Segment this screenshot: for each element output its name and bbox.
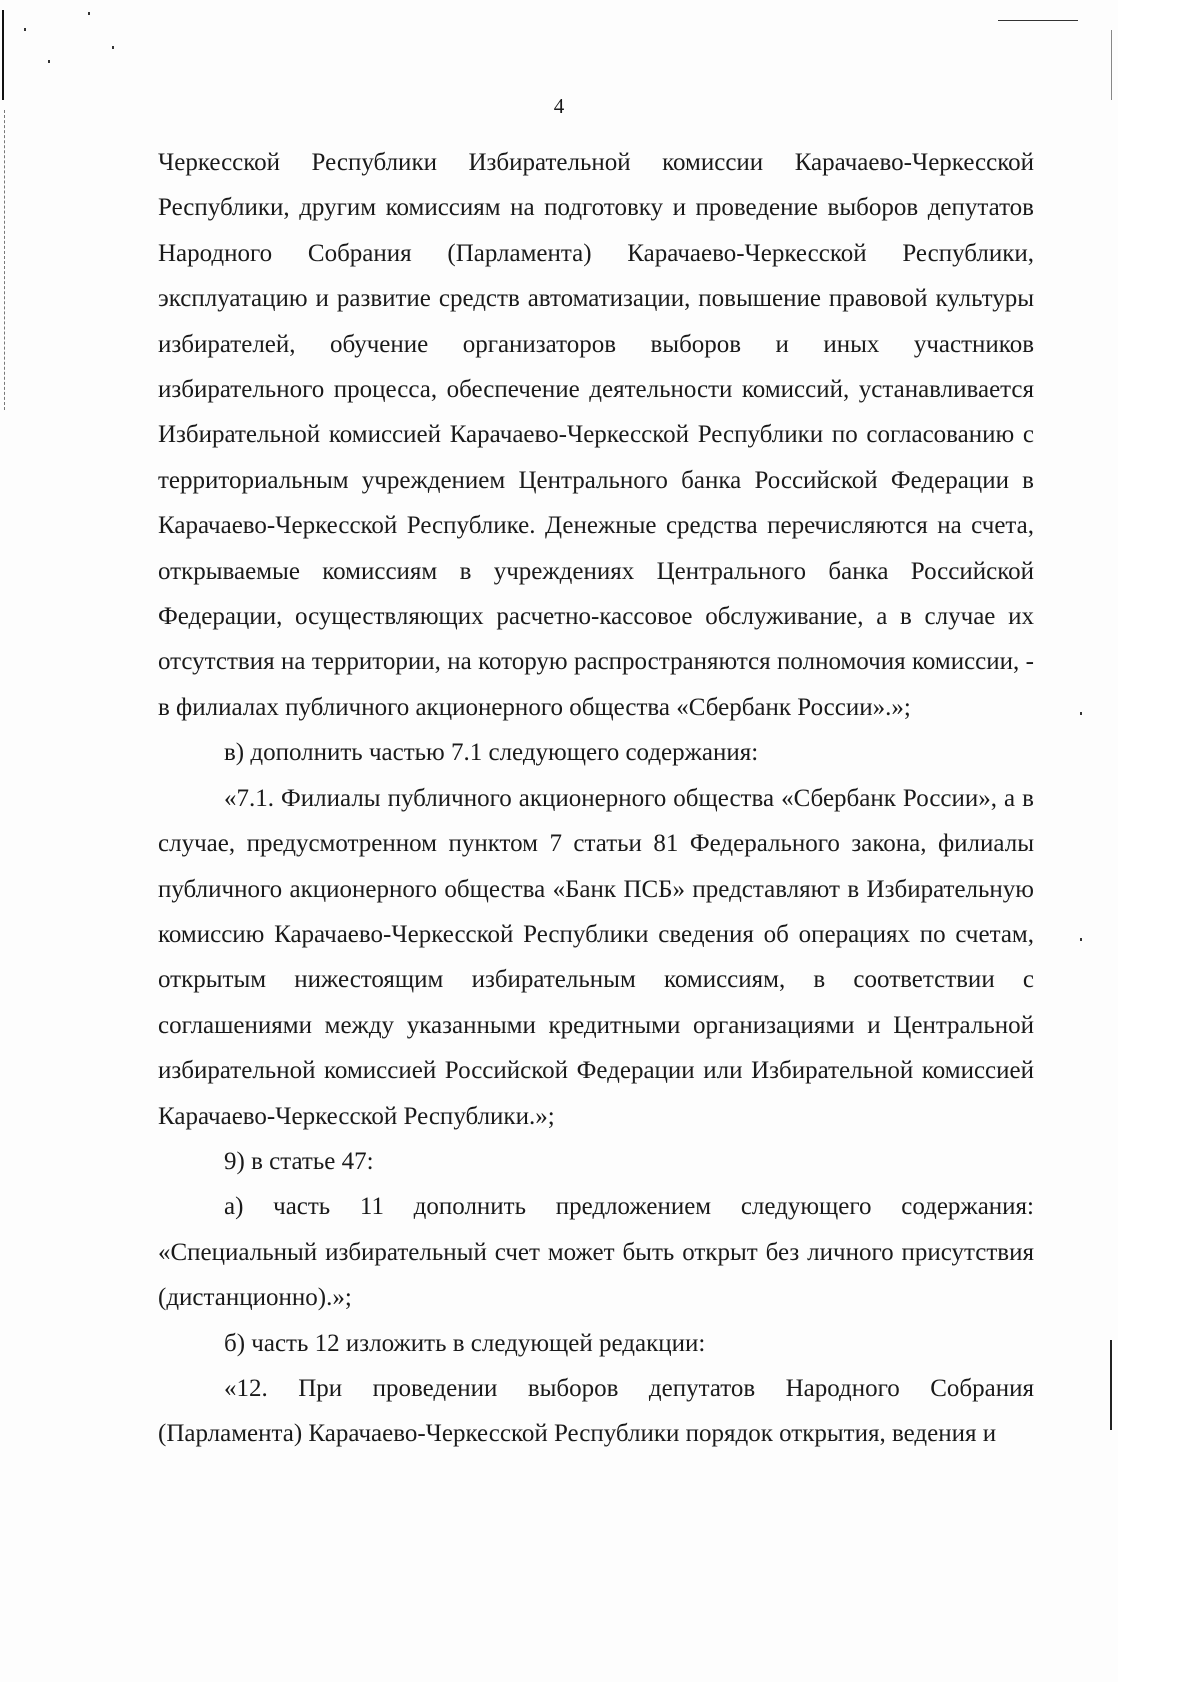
paragraph-part-7-1: «7.1. Филиалы публичного акционерного общества «Сбербанк России», а в случае, предусмотренном пунктом 7 статьи 81 Федерального закона, филиалы публичного акционерного общества «Банк ПСБ» представляют в Избирательную комиссию Карачаево-Черкесской Республики сведения об операциях по счетам, открытым нижестоящим избирательным комиссиям, в соответствии с соглашениями между указанными кредитными организациями и Центральной избирательной комиссией Российской Федерации или Избирательной комиссией Карачаево-Черкесской Республики.»;	[158, 784, 1034, 1130]
paragraph-part-12: «12. При проведении выборов депутатов Народного Собрания (Парламента) Карачаево-Черкесской Республики порядок открытия, ведения и	[158, 1374, 1034, 1448]
scan-edge-mark	[1111, 30, 1112, 100]
scan-speck	[1080, 712, 1082, 715]
scan-speck	[48, 60, 50, 63]
page-number: 4	[553, 94, 565, 118]
scan-edge-mark	[4, 110, 6, 410]
scan-edge-mark	[998, 20, 1078, 21]
scan-edge-mark	[2, 10, 4, 100]
scan-speck	[1080, 938, 1082, 941]
scan-edge-mark	[1110, 1340, 1112, 1430]
scan-speck	[24, 28, 26, 31]
paragraph-amendment-a: а) часть 11 дополнить предложением следующего содержания: «Специальный избирательный счет может быть открыт без личного присутствия (дистанционно).»;	[158, 1193, 1034, 1312]
paragraph-item-9: 9) в статье 47:	[224, 1147, 374, 1175]
scan-speck	[112, 46, 114, 49]
scan-speck	[88, 12, 90, 15]
paragraph-continuation: Черкесской Республики Избирательной комиссии Карачаево-Черкесской Республики, другим комиссиям на подготовку и проведение выборов депутатов Народного Собрания (Парламента) Карачаево-Черкесской Республики, эксплуатацию и развитие средств автоматизации, повышение правовой культуры избирателей, обучение организаторов выборов и иных участников избирательного процесса, обеспечение деятельности комиссий, устанавливается Избирательной комиссией Карачаево-Черкесской Республики по согласованию с территориальным учреждением Центрального банка Российской Федерации в Карачаево-Черкесской Республике. Денежные средства перечисляются на счета, открываемые комиссиям в учреждениях Центрального банка Российской Федерации, осуществляющих расчетно-кассовое обслуживание, а в случае их отсутствия на территории, на которую распространяются полномочия комиссии, - в филиалах публичного акционерного общества «Сбербанк России».»;	[158, 149, 1034, 721]
paragraph-amendment-b: б) часть 12 изложить в следующей редакции:	[224, 1329, 706, 1357]
document-body	[158, 140, 1034, 1457]
paragraph-amendment-v: в) дополнить частью 7.1 следующего содержания:	[224, 739, 759, 767]
